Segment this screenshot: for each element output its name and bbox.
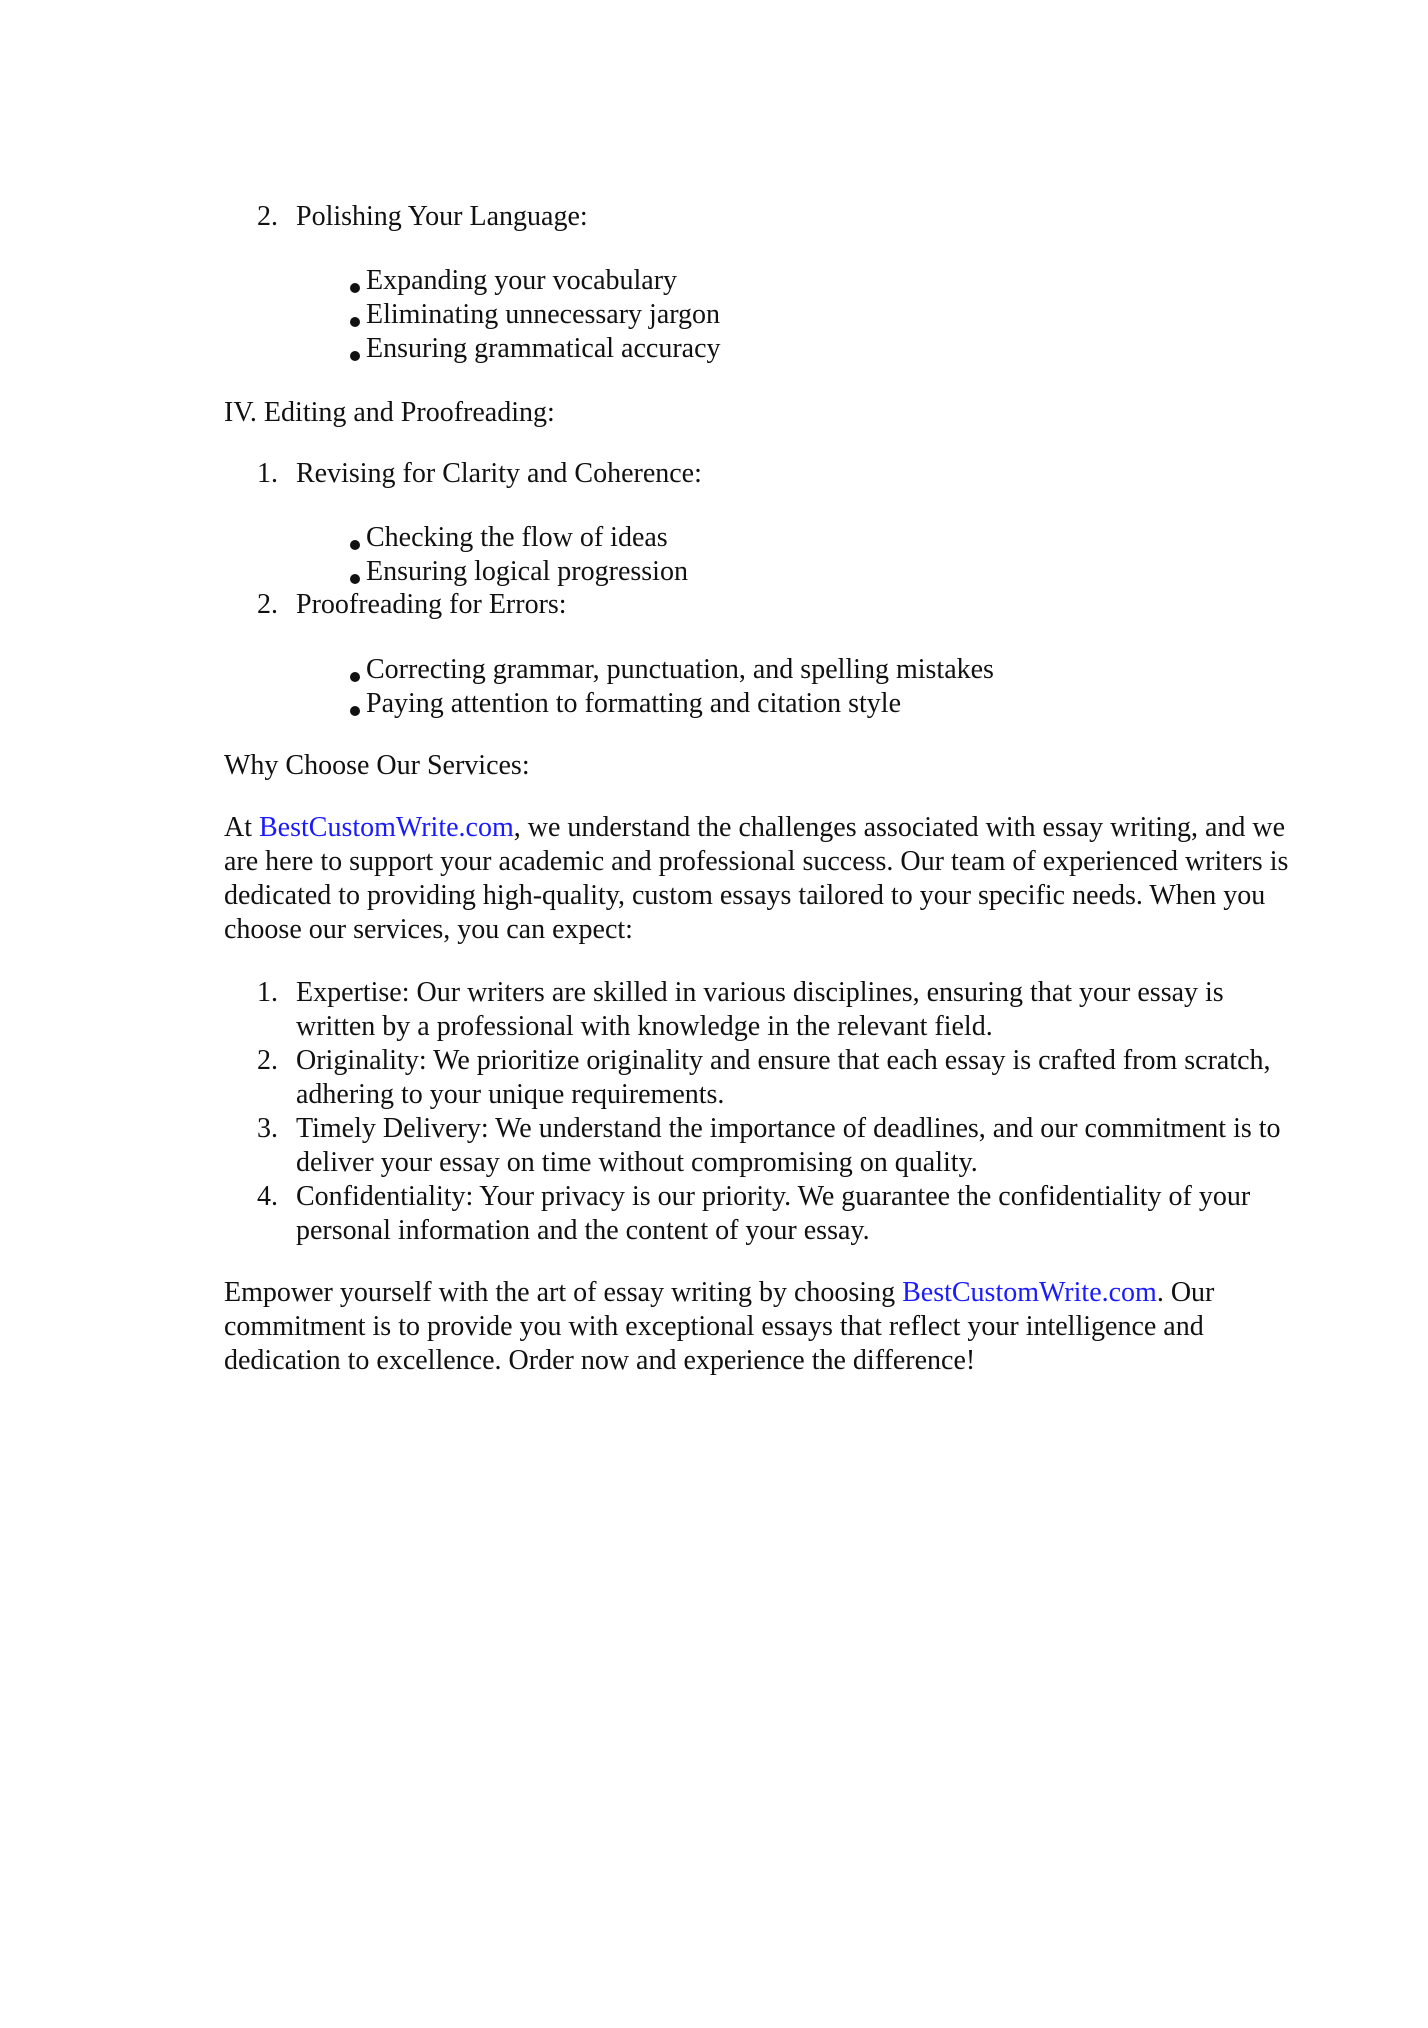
list-item-title: Polishing Your Language: [296, 201, 588, 232]
list-item-title: Revising for Clarity and Coherence: [296, 458, 702, 489]
list-number: 1. [257, 458, 278, 489]
bullet-icon [350, 706, 360, 716]
list-number: 4. [257, 1181, 278, 1212]
bullet-item: Ensuring logical progression [366, 556, 688, 587]
list-item-line: deliver your essay on time without compromising on quality. [296, 1147, 978, 1178]
intro-line: choose our services, you can expect: [224, 914, 633, 945]
closing-line1-rest: . Our [1156, 1277, 1215, 1308]
closing-prefix: Empower yourself with the art of essay writing by choosing [224, 1277, 903, 1308]
bullet-item: Eliminating unnecessary jargon [366, 299, 721, 330]
list-item-line: Originality: We prioritize originality and ensure that each essay is crafted from scratch, [296, 1045, 1271, 1076]
list-number: 1. [257, 977, 278, 1008]
bullet-item: Correcting grammar, punctuation, and spelling mistakes [366, 654, 994, 685]
bullet-icon [350, 540, 360, 550]
intro-prefix: At [224, 812, 259, 843]
bullet-item: Ensuring grammatical accuracy [366, 333, 721, 364]
list-number: 3. [257, 1113, 278, 1144]
list-item-line: adhering to your unique requirements. [296, 1079, 725, 1110]
list-number: 2. [257, 201, 278, 232]
section-heading: Why Choose Our Services: [224, 750, 530, 781]
list-number: 2. [257, 589, 278, 620]
list-item-title: Proofreading for Errors: [296, 589, 567, 620]
closing-line: dedication to excellence. Order now and experience the difference! [224, 1345, 976, 1376]
list-item-line: Confidentiality: Your privacy is our priority. We guarantee the confidentiality of your [296, 1181, 1251, 1212]
list-item-line: written by a professional with knowledge in the relevant field. [296, 1011, 993, 1042]
bullet-item: Checking the flow of ideas [366, 522, 668, 553]
bestcustomwrite-link[interactable]: BestCustomWrite.com [259, 812, 514, 843]
bullet-item: Expanding your vocabulary [366, 265, 678, 296]
bullet-icon [350, 317, 360, 327]
closing-line [224, 1276, 1214, 1310]
intro-line1-rest: , we understand the challenges associated with essay writing, and we [513, 812, 1286, 843]
closing-line: commitment is to provide you with exceptional essays that reflect your intelligence and [224, 1311, 1204, 1342]
section-heading: IV. Editing and Proofreading: [224, 397, 555, 428]
intro-line: are here to support your academic and professional success. Our team of experienced writers is [224, 846, 1289, 877]
bullet-icon [350, 283, 360, 293]
intro-line: dedicated to providing high-quality, custom essays tailored to your specific needs. When you [224, 880, 1266, 911]
bullet-item: Paying attention to formatting and citation style [366, 688, 902, 719]
list-item-line: Timely Delivery: We understand the importance of deadlines, and our commitment is to [296, 1113, 1281, 1144]
intro-line [224, 811, 1285, 845]
bestcustomwrite-link[interactable]: BestCustomWrite.com [902, 1277, 1157, 1308]
list-number: 2. [257, 1045, 278, 1076]
bullet-icon [350, 574, 360, 584]
list-item-line: personal information and the content of your essay. [296, 1215, 870, 1246]
bullet-icon [350, 672, 360, 682]
list-item-line: Expertise: Our writers are skilled in various disciplines, ensuring that your essay is [296, 977, 1224, 1008]
bullet-icon [350, 351, 360, 361]
